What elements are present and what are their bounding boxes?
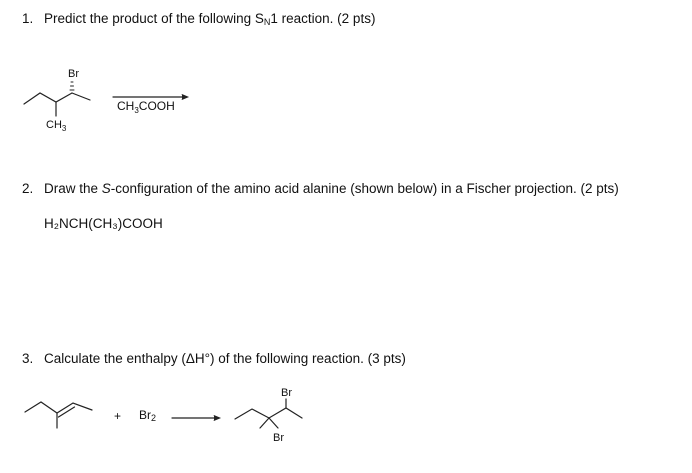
- question-2-text-before: Draw the: [44, 181, 102, 196]
- q3-product-br-bottom-label: Br: [273, 432, 284, 444]
- reactant-end-bond: [72, 93, 90, 100]
- q3-product-br-top-label: Br: [281, 387, 292, 399]
- reactant-br-label: Br: [68, 68, 79, 80]
- q3-alkene-structure: [25, 402, 92, 428]
- question-1-text-after: 1 reaction. (2 pts): [270, 11, 376, 26]
- question-3-number: 3.: [22, 351, 34, 366]
- q3-product-structure: [235, 399, 302, 428]
- q3-plus-sign: +: [114, 409, 122, 423]
- reactant-skeleton-bonds: [24, 93, 72, 104]
- question-1-text-sub: N: [263, 17, 271, 27]
- q1-reagent-label: $CH_3COOH$: [117, 99, 175, 115]
- question-2-text-after: -configuration of the amino acid alanine (shown below) in a Fischer projection. (2 pts): [110, 181, 619, 196]
- question-2: [22, 181, 619, 197]
- q3-reaction-arrow: [172, 416, 220, 421]
- question-3: [22, 351, 406, 367]
- q3-br2-main: Br: [139, 408, 151, 422]
- q3-br2-reagent: [139, 408, 156, 423]
- alanine-formula: H₂NCH(CH₃)COOH: [44, 216, 163, 231]
- q3-br2-sub: 2: [151, 413, 157, 423]
- question-3-text: Calculate the enthalpy (ΔH°) of the following reaction. (3 pts): [44, 351, 406, 366]
- question-2-number: 2.: [22, 181, 34, 196]
- question-1-number: 1.: [22, 11, 34, 26]
- question-2-text-italic: S: [101, 181, 111, 196]
- hashed-wedge-bond: [70, 82, 74, 90]
- question-1-text-before: Predict the product of the following S: [44, 11, 264, 26]
- reactant-ch3-label: $CH_3$: [46, 119, 67, 133]
